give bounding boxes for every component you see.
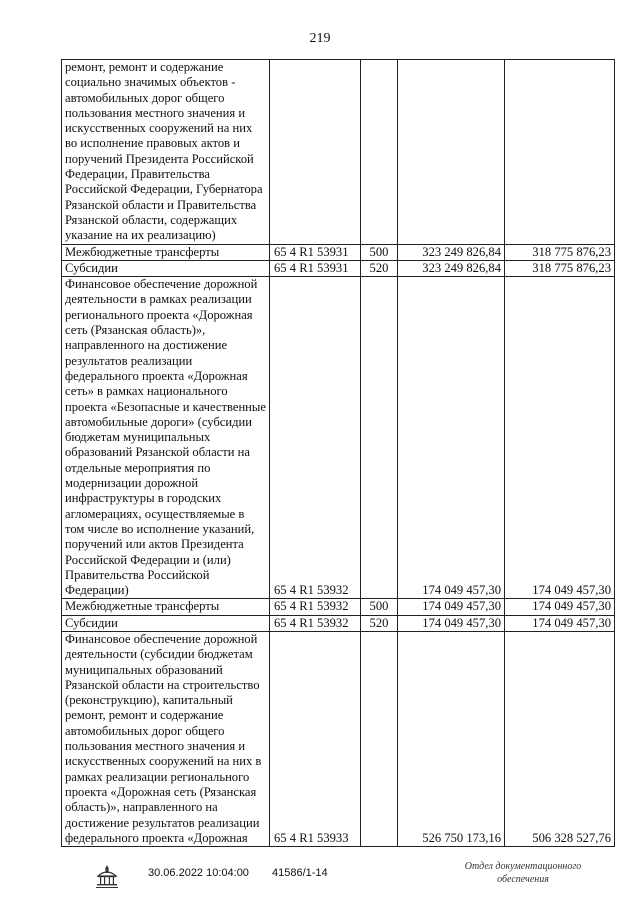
row-description: Субсидии [62,260,270,276]
page-footer [0,860,640,900]
department-stamp [438,860,608,886]
row-sum-2023: 174 049 457,30 [505,615,615,631]
table-row [62,60,615,245]
registration-datetime: 30.06.2022 10:04:00 [148,867,249,879]
row-description: Межбюджетные трансферты [62,599,270,615]
row-sum-2022: 174 049 457,30 [398,615,505,631]
row-sum-2022 [398,60,505,245]
table-row [62,277,615,599]
row-description: Финансовое обеспечение дорожной деятельности (субсидии бюджетам муниципальных образований Рязанской области на строительство (реконструкцию), капитальный ремонт, ремонт и содержание автомобильных дорог общего пользования местного значения и искусственных сооружений на них в рамках реализации регионального проекта «Дорожная сеть (Рязанская область)», направленного на достижение результатов реализации федерального проекта «Дорожная [62,631,270,846]
row-sum-2022: 323 249 826,84 [398,244,505,260]
row-code: 65 4 R1 53933 [270,631,361,846]
row-expense-type [361,60,398,245]
row-sum-2023: 318 775 876,23 [505,260,615,276]
document-number: 41586/1-14 [272,867,328,879]
row-sum-2023: 318 775 876,23 [505,244,615,260]
row-expense-type: 520 [361,615,398,631]
row-sum-2022: 174 049 457,30 [398,277,505,599]
stamp-line-1: Отдел документационного [464,861,582,872]
row-code: 65 4 R1 53931 [270,260,361,276]
table-row [62,615,615,631]
row-expense-type: 500 [361,599,398,615]
table-row [62,599,615,615]
row-sum-2023 [505,60,615,245]
row-sum-2023: 174 049 457,30 [505,277,615,599]
table-row [62,260,615,276]
row-code: 65 4 R1 53932 [270,277,361,599]
table-row [62,244,615,260]
row-code: 65 4 R1 53932 [270,599,361,615]
row-sum-2023: 174 049 457,30 [505,599,615,615]
row-code: 65 4 R1 53931 [270,244,361,260]
row-description: Финансовое обеспечение дорожной деятельности в рамках реализации регионального проекта «Дорожная сеть (Рязанская область)», направленного на достижение результатов реализации федерального проекта «Дорожная сеть» в рамках национального проекта «Безопасные и качественные автомобильные дороги» (субсидии бюджетам муниципальных образований Рязанской области на отдельные мероприятия по модернизации дорожной инфраструктуры в городских агломерациях, осуществляемые в том числе во исполнение указаний, поручений или актов Президента Российской Федерации и (или) Правительства Российской Федерации) [62,277,270,599]
row-expense-type [361,631,398,846]
row-expense-type [361,277,398,599]
row-description: Межбюджетные трансферты [62,244,270,260]
duma-logo-icon [92,862,122,892]
row-description: Субсидии [62,615,270,631]
row-sum-2022: 526 750 173,16 [398,631,505,846]
table-row [62,631,615,846]
budget-table [61,59,615,847]
row-expense-type: 520 [361,260,398,276]
row-code [270,60,361,245]
row-sum-2022: 174 049 457,30 [398,599,505,615]
row-sum-2023: 506 328 527,76 [505,631,615,846]
row-sum-2022: 323 249 826,84 [398,260,505,276]
row-code: 65 4 R1 53932 [270,615,361,631]
stamp-line-2: обеспечения [497,874,549,885]
row-description: ремонт, ремонт и содержание социально значимых объектов - автомобильных дорог общего пользования местного значения и искусственных сооружений на них во исполнение правовых актов и поручений Президента Российской Федерации, Правительства Российской Федерации, Губернатора Рязанской области и Правительства Рязанской области, содержащих указание на их реализацию) [62,60,270,245]
row-expense-type: 500 [361,244,398,260]
page-number: 219 [309,31,331,46]
